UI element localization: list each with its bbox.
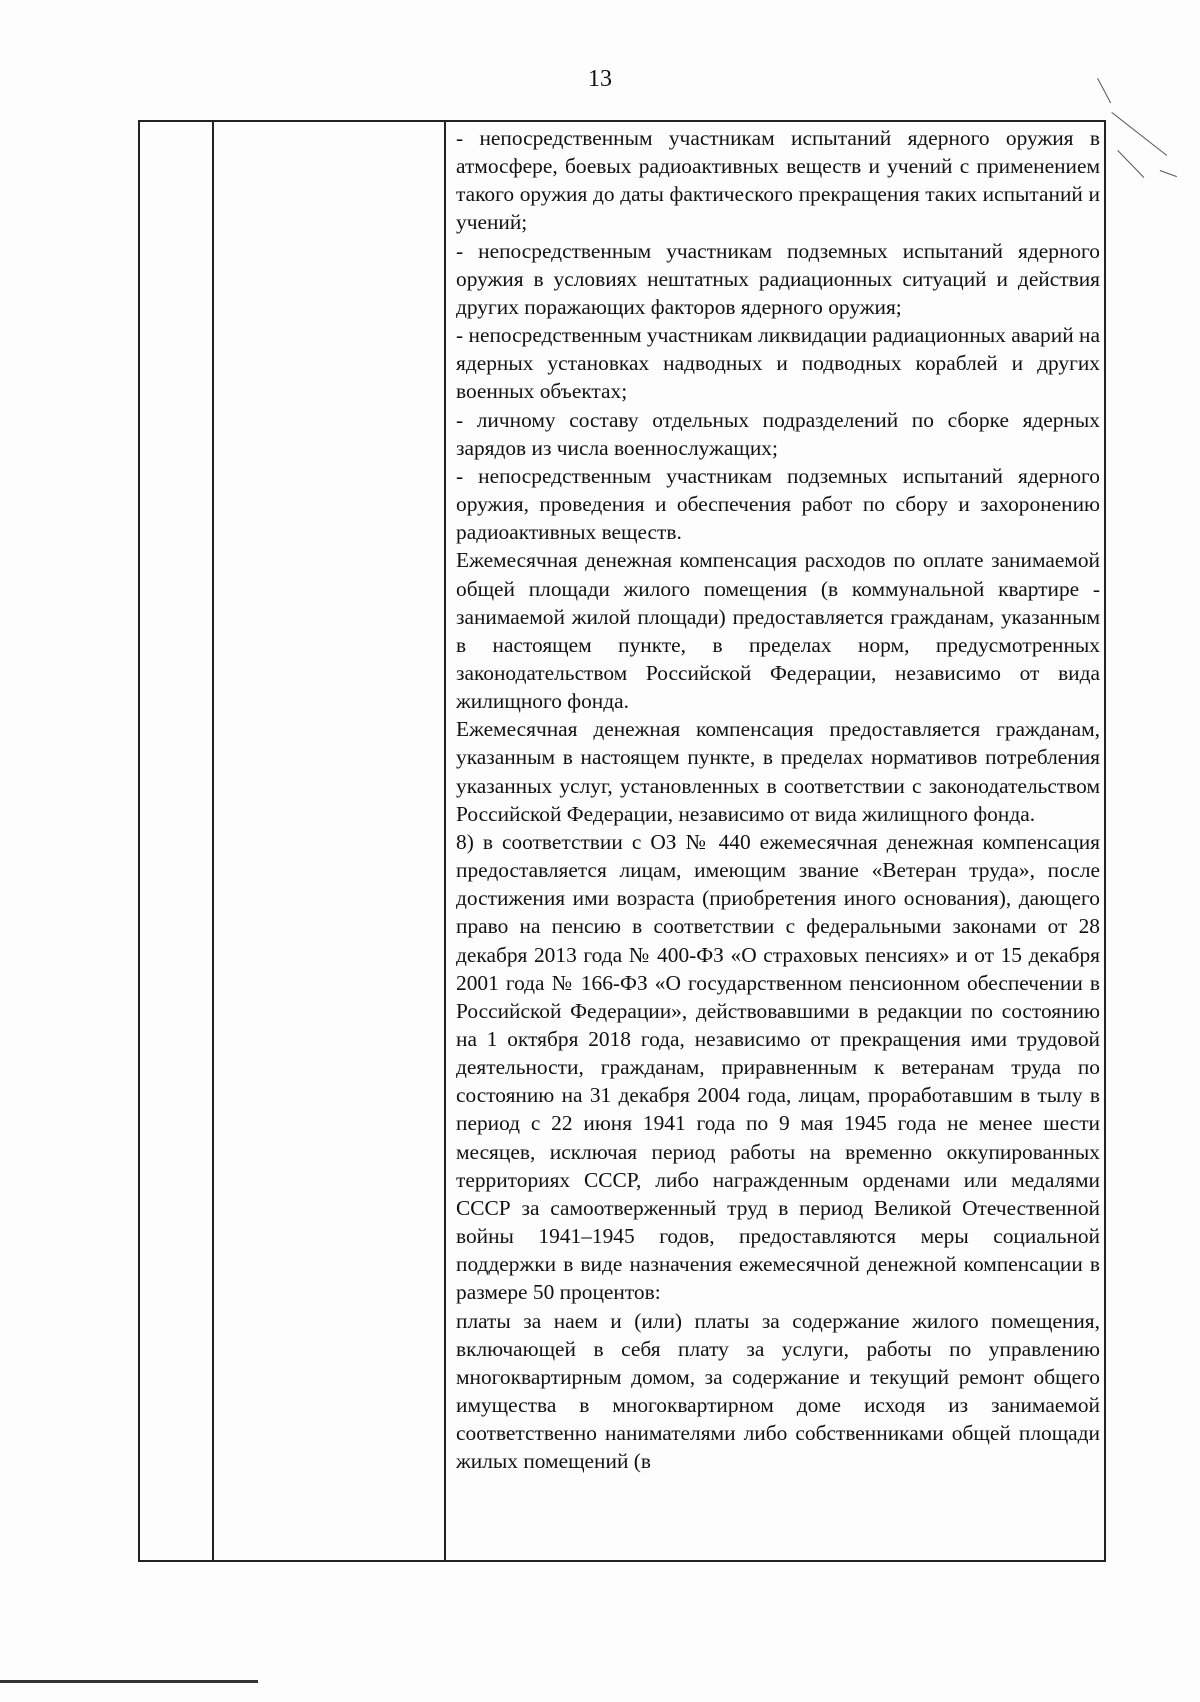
paragraph: - непосредственным участникам подземных испытаний ядерного оружия в условиях нештатных радиационных ситуаций и действия других поражающих факторов ядерного оружия;: [456, 238, 1100, 319]
page-number: 13: [588, 66, 612, 92]
column-divider: [444, 122, 446, 1560]
paragraph: Ежемесячная денежная компенсация предоставляется гражданам, указанным в настоящем пункте, в пределах нормативов потребления указанных услуг, установленных в соответствии с законодательством Российской Федерации, независимо от вида жилищного фонда.: [456, 717, 1100, 826]
pen-stroke-mark: [1111, 112, 1167, 156]
pen-stroke-mark: [1117, 150, 1144, 178]
table-cell-text: [456, 124, 1100, 1476]
paragraph: Ежемесячная денежная компенсация расходов по оплате занимаемой общей площади жилого помещения (в коммунальной квартире - занимаемой жилой площади) предоставляется гражданам, указанным в настоящем пункте, в пределах норм, предусмотренных законодательством Российской Федерации, независимо от вида жилищного фонда.: [456, 548, 1100, 714]
document-table: [138, 120, 1106, 1562]
column-divider: [212, 122, 214, 1560]
pen-stroke-mark: [1160, 170, 1177, 177]
paragraph: - непосредственным участникам ликвидации радиационных аварий на ядерных установках надводных и подводных кораблей и других военных объектах;: [456, 323, 1100, 404]
bottom-edge-rule: [0, 1680, 258, 1683]
paragraph: платы за наем и (или) платы за содержание жилого помещения, включающей в себя плату за услуги, работы по управлению многоквартирным домом, за содержание и текущий ремонт общего имущества в многоквартирном доме исходя из занимаемой соответственно нанимателями либо собственниками общей площади жилых помещений (в: [456, 1308, 1100, 1474]
paragraph: - непосредственным участникам подземных испытаний ядерного оружия, проведения и обеспечения работ по сбору и захоронению радиоактивных веществ.: [456, 463, 1100, 545]
paragraph: - личному составу отдельных подразделений по сборке ядерных зарядов из числа военнослужащих;: [456, 407, 1100, 460]
paragraph: 8) в соответствии с ОЗ № 440 ежемесячная денежная компенсация предоставляется лицам, имеющим звание «Ветеран труда», после достижения ими возраста (приобретения иного основания), дающего право на пенсию в соответствии с федеральными законами от 28 декабря 2013 года № 400-ФЗ «О страховых пенсиях» и от 15 декабря 2001 года № 166-ФЗ «О государственном пенсионном обеспечении в Российской Федерации», действовавшими в редакции по состоянию на 1 октября 2018 года, независимо от прекращения ими трудовой деятельности, гражданам, приравненным к ветеранам труда по состоянию на 31 декабря 2004 года, лицам, проработавшим в тылу в период с 22 июня 1941 года по 9 мая 1945 года не менее шести месяцев, исключая период работы на временно оккупированных территориях СССР, либо награжденным орденами или медалями СССР за самоотверженный труд в период Великой Отечественной войны 1941–1945 годов, предоставляются меры социальной поддержки в виде назначения ежемесячной денежной компенсации в размере 50 процентов:: [456, 829, 1100, 1305]
paragraph: - непосредственным участникам испытаний ядерного оружия в атмосфере, боевых радиоактивных веществ и учений с применением такого оружия до даты фактического прекращения таких испытаний и учений;: [456, 126, 1100, 235]
